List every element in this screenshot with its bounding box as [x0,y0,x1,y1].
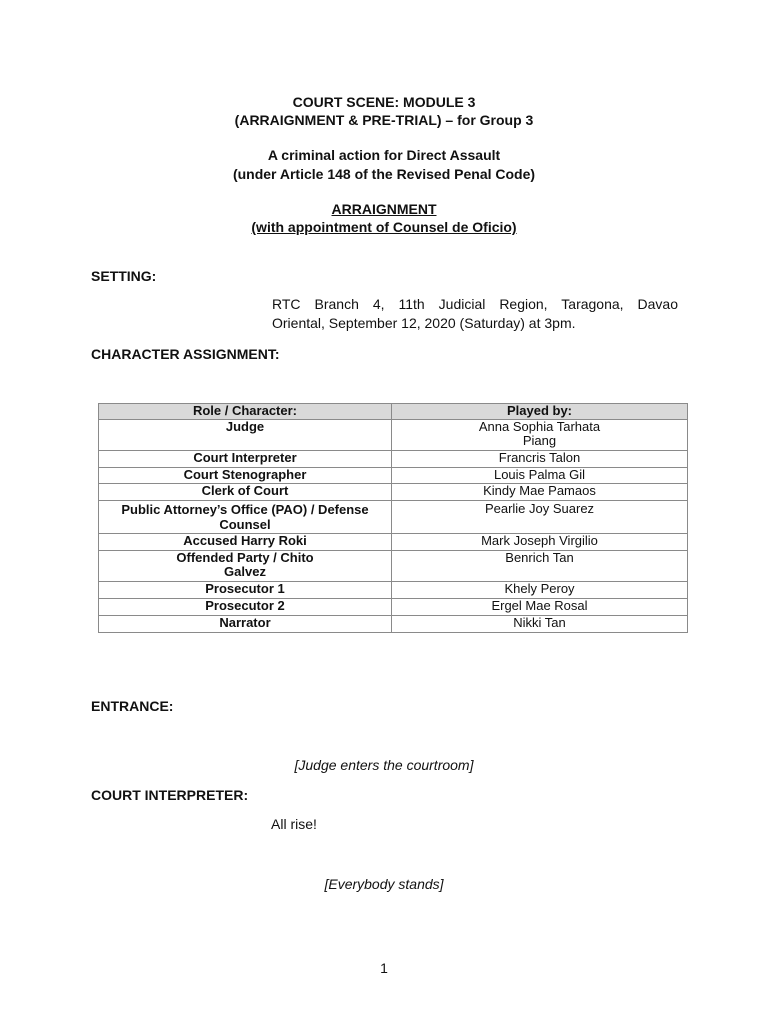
table-row [99,551,688,582]
section-title-text: ARRAIGNMENT [331,201,437,217]
table-row [99,599,688,616]
player-cell: Khely Peroy [392,582,688,599]
table-row [99,501,688,534]
title-line-2: (ARRAIGNMENT & PRE-TRIAL) – for Group 3 [234,112,534,128]
column-header-role: Role / Character: [99,404,392,420]
court-interpreter-line: All rise! [271,816,317,832]
role-cell: Judge [99,420,392,451]
column-header-player: Played by: [392,404,688,420]
player-cell: Mark Joseph Virgilio [392,534,688,551]
table-row [99,451,688,468]
entrance-heading: ENTRANCE: [91,698,174,714]
setting-heading: SETTING: [91,268,157,284]
title-line-1: COURT SCENE: MODULE 3 [292,94,476,110]
table-row [99,420,688,451]
table-row [99,484,688,501]
section-title [0,200,768,218]
player-cell: Anna Sophia Tarhata Piang [392,420,688,451]
stage-direction-judge-enters: [Judge enters the courtroom] [294,757,474,773]
section-subtitle [0,218,768,236]
setting-text-line-1: RTC Branch 4, 11th Judicial Region, Taragona, Davao [272,296,678,312]
player-cell: Kindy Mae Pamaos [392,484,688,501]
character-table [98,403,688,633]
role-cell: Prosecutor 1 [99,582,392,599]
role-cell: Court Stenographer [99,468,392,484]
setting-text [272,295,678,333]
player-cell: Nikki Tan [392,616,688,633]
title-line-4: (under Article 148 of the Revised Penal Code) [232,166,536,182]
table-row [99,468,688,484]
title-line-3: A criminal action for Direct Assault [267,147,501,163]
player-cell: Benrich Tan [392,551,688,582]
page-number: 1 [380,960,388,976]
character-assignment-heading: CHARACTER ASSIGNMENT: [91,346,280,362]
player-cell: Ergel Mae Rosal [392,599,688,616]
player-cell: Louis Palma Gil [392,468,688,484]
role-cell: Court Interpreter [99,451,392,468]
role-cell: Offended Party / Chito Galvez [99,551,392,582]
table-row [99,534,688,551]
player-cell: Pearlie Joy Suarez [392,501,688,534]
table-row [99,616,688,633]
section-subtitle-text: (with appointment of Counsel de Oficio) [251,219,517,235]
role-cell: Clerk of Court [99,484,392,501]
role-cell: Public Attorney’s Office (PAO) / Defense Counsel [99,501,392,534]
table-header-row [99,404,688,420]
role-cell: Narrator [99,616,392,633]
player-cell: Francris Talon [392,451,688,468]
stage-direction-everybody-stands: [Everybody stands] [324,876,444,892]
role-cell: Accused Harry Roki [99,534,392,551]
table-row [99,582,688,599]
court-interpreter-heading: COURT INTERPRETER: [91,787,249,803]
role-cell: Prosecutor 2 [99,599,392,616]
setting-text-line-2: Oriental, September 12, 2020 (Saturday) at 3pm. [272,315,576,331]
